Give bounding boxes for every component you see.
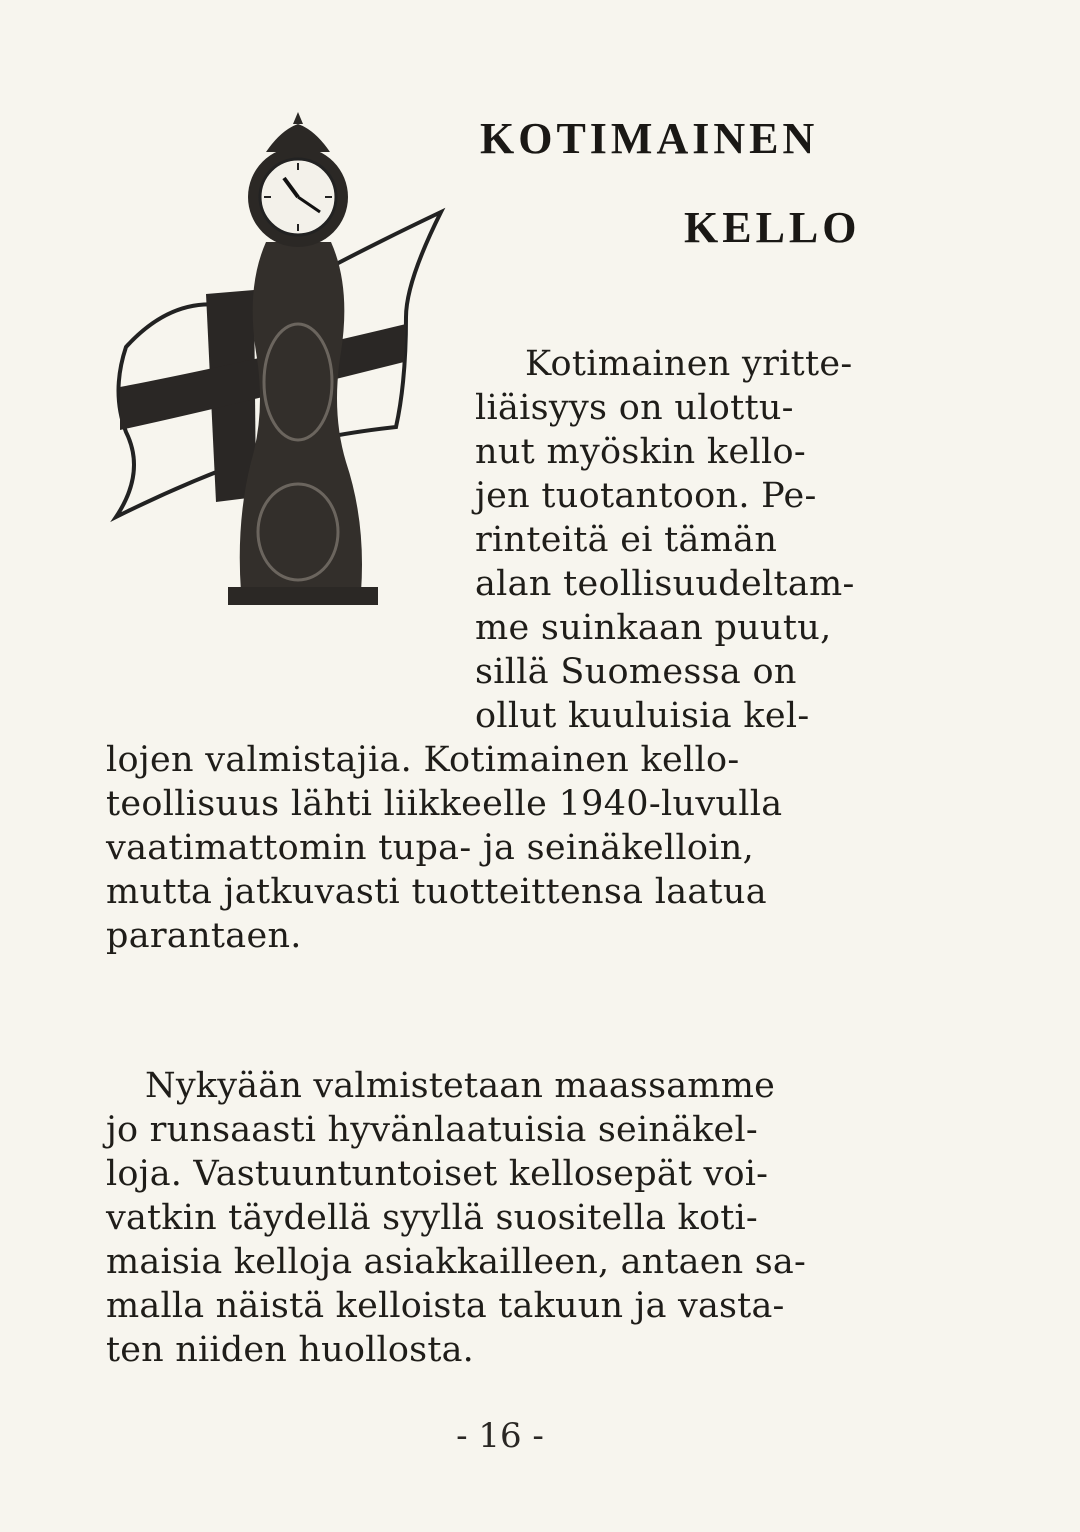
text-line: sillä Suomessa on <box>475 652 797 692</box>
text-line: vaatimattomin tupa- ja seinäkelloin, <box>106 828 755 868</box>
text-line: mutta jatkuvasti tuotteittensa laatua <box>106 872 767 912</box>
text-line: vatkin täydellä syyllä suositella koti- <box>106 1198 758 1238</box>
text-line: liäisyys on ulottu- <box>475 388 794 428</box>
text-line: parantaen. <box>106 916 302 956</box>
grandfather-clock-flag-icon <box>106 112 446 617</box>
text-line: alan teollisuudeltam- <box>475 564 855 604</box>
text-line: rinteitä ei tämän <box>475 520 778 560</box>
text-line: Nykyään valmistetaan maassamme <box>145 1066 776 1106</box>
text-line: ollut kuuluisia kel- <box>475 696 810 736</box>
page-title-line-1: KOTIMAINEN <box>480 114 819 163</box>
text-line: teollisuus lähti liikkeelle 1940-luvulla <box>106 784 783 824</box>
page-title-line-2: KELLO <box>684 203 861 252</box>
text-line: jen tuotantoon. Pe- <box>475 476 817 516</box>
clock-finial <box>293 112 303 124</box>
text-line: Kotimainen yritte- <box>525 344 853 384</box>
text-line: jo runsaasti hyvänlaatuisia seinäkel- <box>106 1110 758 1150</box>
text-line: me suinkaan puutu, <box>475 608 832 648</box>
text-line: nut myöskin kello- <box>475 432 806 472</box>
text-line: lojen valmistajia. Kotimainen kello- <box>106 740 740 780</box>
page-number: - 16 - <box>456 1416 544 1456</box>
clock-crown <box>266 124 330 152</box>
text-line: maisia kelloja asiakkailleen, antaen sa- <box>106 1242 806 1282</box>
text-line: loja. Vastuuntuntoiset kellosepät voi- <box>106 1154 769 1194</box>
clock-base <box>228 587 378 605</box>
clock-and-flag-illustration <box>106 112 446 621</box>
text-line: ten niiden huollosta. <box>106 1330 474 1370</box>
text-line: malla näistä kelloista takuun ja vasta- <box>106 1286 785 1326</box>
